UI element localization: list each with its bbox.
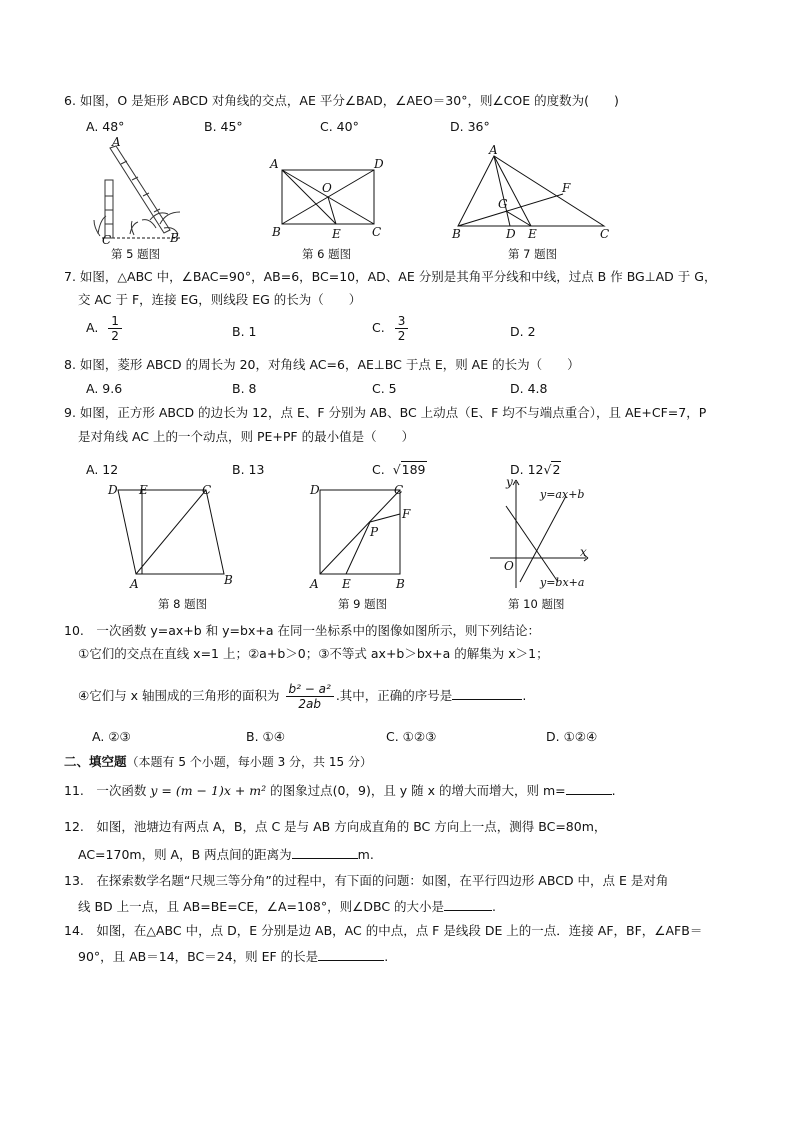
- q9-option-a: A. 12: [86, 462, 119, 477]
- q6-option-a: A. 48°: [86, 119, 125, 134]
- fig6-label-c: C: [372, 225, 382, 239]
- fig9-label-a: A: [310, 577, 319, 591]
- q12-line1: 12. 如图，池塘边有两点 A，B，点 C 是与 AB 方向成直角的 BC 方向上一点，测得 BC=80m，: [64, 819, 607, 834]
- figure-6-rectangle: [268, 154, 388, 240]
- fig6-label-d: D: [374, 157, 384, 171]
- q7-option-b: B. 1: [232, 324, 257, 339]
- fig6-label-a: A: [270, 157, 279, 171]
- fig7-label-f: F: [562, 181, 571, 195]
- q8-option-d: D. 4.8: [510, 381, 548, 396]
- line-y-ax-plus-b: [520, 496, 566, 582]
- figure-8-rhombus: [104, 480, 240, 592]
- q13-line2: 线 BD 上一点，且 AB=BE=CE，∠A=108°，则∠DBC 的大小是 .: [78, 899, 497, 914]
- q7-option-d: D. 2: [510, 324, 536, 339]
- fig8-label-c: C: [202, 483, 212, 497]
- q6-text: 6. 如图，O 是矩形 ABCD 对角线的交点，AE 平分∠BAD，∠AEO＝30°，则∠COE 的度数为( ): [64, 93, 619, 108]
- fig9-label-p: P: [370, 525, 379, 539]
- fig10-label-ax-b: y=ax+b: [540, 488, 585, 501]
- fig7-label-e: E: [528, 227, 537, 241]
- q10-line3: ④它们与 x 轴围成的三角形的面积为 $\frac{\text{b² − a²}}{2ab}$ .其中，正确的序号是 .: [78, 682, 527, 711]
- q7-option-c: C. $\frac{3}{2}$: [372, 314, 408, 343]
- q9-option-b: B. 13: [232, 462, 265, 477]
- q6-option-d: D. 36°: [450, 119, 490, 134]
- fig6-label-b: B: [272, 225, 281, 239]
- fig9-label-d: D: [310, 483, 320, 497]
- caption-fig5: 第 5 题图: [111, 247, 161, 261]
- figure-5-bamboo: [90, 135, 190, 247]
- q12-line2: AC=170m，则 A，B 两点间的距离为 m.: [78, 847, 374, 862]
- fig9-label-b: B: [396, 577, 405, 591]
- q9-line1: 9. 如图，正方形 ABCD 的边长为 12，点 E、F 分别为 AB、BC 上动点（E、F 均不与端点重合），且 AE+CF=7，P: [64, 405, 707, 420]
- q9-option-d: D. 12√2: [510, 462, 561, 477]
- q12-answer-blank[interactable]: [292, 846, 358, 859]
- q10-option-a: A. ②③: [92, 729, 131, 744]
- q8-option-b: B. 8: [232, 381, 257, 396]
- q14-answer-blank[interactable]: [318, 948, 384, 961]
- q6-option-b: B. 45°: [204, 119, 243, 134]
- fig7-label-a: A: [489, 143, 498, 157]
- caption-fig6: 第 6 题图: [302, 247, 352, 261]
- fig8-label-a: A: [130, 577, 139, 591]
- q10-option-d: D. ①②④: [546, 729, 598, 744]
- caption-fig8: 第 8 题图: [158, 597, 208, 611]
- q8-option-a: A. 9.6: [86, 381, 123, 396]
- figure-9-square: [306, 480, 416, 592]
- caption-fig7: 第 7 题图: [508, 247, 558, 261]
- q11-answer-blank[interactable]: [566, 782, 612, 795]
- fig8-label-d: D: [108, 483, 118, 497]
- q14-line2: 90°，且 AB＝14，BC＝24，则 EF 的长是 .: [78, 949, 389, 964]
- section-2-heading: 二、填空题（本题有 5 个小题，每小题 3 分，共 15 分）: [64, 754, 372, 769]
- fig7-label-g: G: [498, 197, 508, 211]
- fig6-label-e: E: [332, 227, 341, 241]
- q10-answer-blank[interactable]: [452, 687, 522, 700]
- figure-7-triangle: [448, 143, 618, 242]
- q10-option-b: B. ①④: [246, 729, 285, 744]
- q14-line1: 14. 如图，在△ABC 中，点 D，E 分别是边 AB，AC 的中点，点 F 是线段 DE 上的一点．连接 AF，BF，∠AFB＝: [64, 923, 703, 938]
- fig10-label-bx-a: y=bx+a: [540, 576, 585, 589]
- q8-text: 8. 如图，菱形 ABCD 的周长为 20，对角线 AC=6，AE⊥BC 于点 E，则 AE 的长为（ ）: [64, 357, 580, 372]
- fig10-label-x: x: [580, 545, 587, 559]
- fig6-label-o: O: [322, 181, 332, 195]
- q13-line1: 13. 在探索数学名题“尺规三等分角”的过程中，有下面的问题：如图，在平行四边形 ABCD 中，点 E 是对角: [64, 873, 669, 888]
- q10-line1: 10. 一次函数 y=ax+b 和 y=bx+a 在同一坐标系中的图像如图所示，则下列结论：: [64, 623, 540, 638]
- fig8-label-e: E: [139, 483, 148, 497]
- q11-text: 11. 一次函数 y = (m − 1)x + m² 的图象过点(0，9)，且 y 随 x 的增大而增大，则 m= .: [64, 783, 616, 798]
- fig9-label-c: C: [394, 483, 404, 497]
- fig5-label-c: C: [102, 233, 112, 247]
- q7-line1: 7. 如图，△ABC 中，∠BAC=90°，AB=6，BC=10，AD、AE 分别是其角平分线和中线，过点 B 作 BG⊥AD 于 G，: [64, 269, 717, 284]
- caption-fig9: 第 9 题图: [338, 597, 388, 611]
- figure-10-linear-graphs: [486, 476, 596, 592]
- q7-line2: 交 AC 于 F，连接 EG，则线段 EG 的长为（ ）: [78, 292, 362, 307]
- q10-line2: ①它们的交点在直线 x=1 上；②a+b＞0；③不等式 ax+b＞bx+a 的解集为 x＞1；: [78, 646, 549, 661]
- q10-option-c: C. ①②③: [386, 729, 437, 744]
- q7-option-a: A. $\frac{1}{2}$: [86, 314, 122, 343]
- fig9-label-e: E: [342, 577, 351, 591]
- fig9-label-f: F: [402, 507, 411, 521]
- q9-option-c: C. √189: [372, 462, 426, 477]
- fig5-label-b: B: [170, 231, 179, 245]
- q9-line2: 是对角线 AC 上的一个动点，则 PE+PF 的最小值是（ ）: [78, 429, 415, 444]
- fig7-label-d: D: [506, 227, 516, 241]
- fig7-label-c: C: [600, 227, 610, 241]
- q6-option-c: C. 40°: [320, 119, 359, 134]
- fig7-label-b: B: [452, 227, 461, 241]
- q8-option-c: C. 5: [372, 381, 397, 396]
- q13-answer-blank[interactable]: [444, 898, 492, 911]
- fig10-label-y: y: [506, 475, 513, 489]
- fig8-label-b: B: [224, 573, 233, 587]
- caption-fig10: 第 10 题图: [508, 597, 565, 611]
- fig5-label-a: A: [112, 135, 121, 149]
- fig10-label-o: O: [504, 559, 514, 573]
